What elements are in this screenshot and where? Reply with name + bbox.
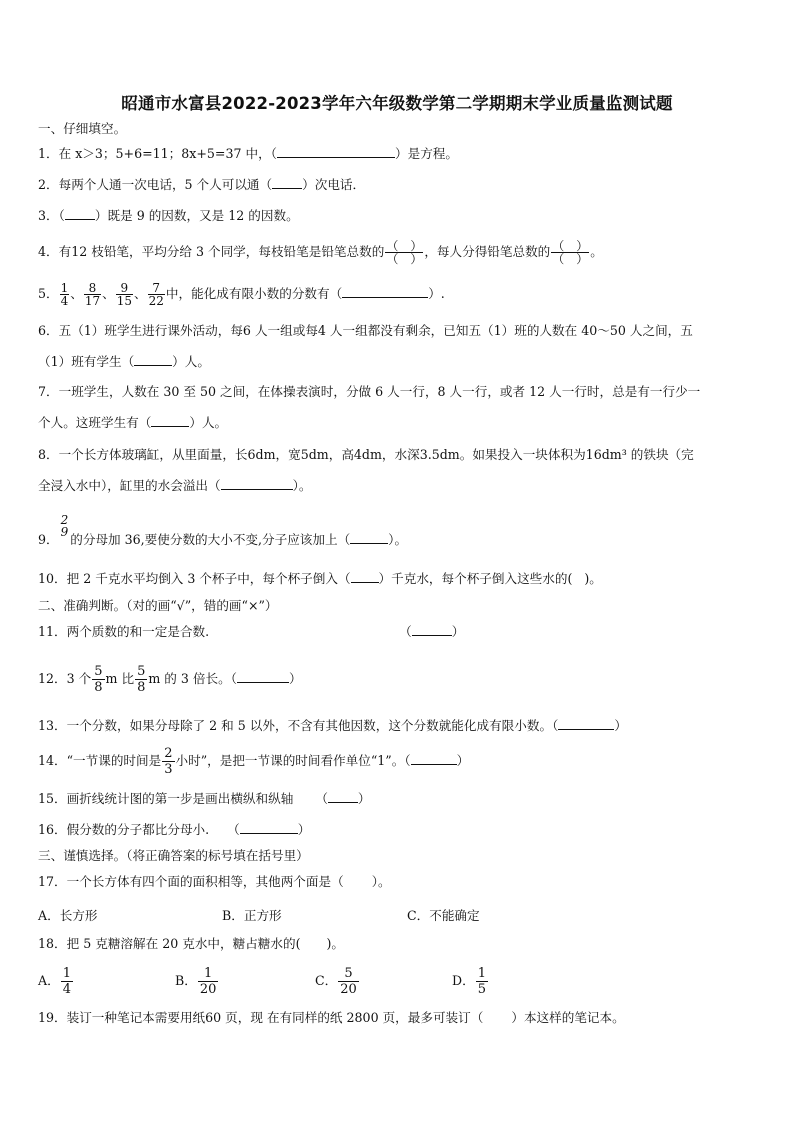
question-19: 19．装订一种笔记本需要用纸60 页，现 在有同样的纸 2800 页，最多可装订（ ）本这样的笔记本。 <box>38 1010 625 1025</box>
choice-c[interactable]: C．不能确定 <box>407 908 480 923</box>
question-11: 11．两个质数的和一定是合数. （ ） <box>38 624 465 639</box>
question-10: 10．把 2 千克水平均倒入 3 个杯子中，每个杯子倒入（ ）千克水，每个杯子倒入这些水的( )。 <box>38 571 602 586</box>
section-1-heading: 一、仔细填空。 <box>38 121 127 136</box>
choice-a[interactable]: A． $\frac{1}{4}$ <box>38 966 71 997</box>
question-1: 1．在 x＞3；5+6=11；8x+5=37 中，（ ）是方程。 <box>38 146 458 161</box>
answer-blank[interactable] <box>65 208 95 220</box>
answer-blank[interactable] <box>344 875 372 886</box>
question-16: 16．假分数的分子都比分母小. （ ） <box>38 822 311 837</box>
choice-d[interactable]: D． $\frac{1}{5}$ <box>452 966 486 997</box>
fraction: $\frac{7}{22}$ <box>148 281 164 308</box>
fraction: $\frac{9}{15}$ <box>116 281 132 308</box>
question-17: 17．一个长方体有四个面的面积相等，其他两个面是（ ）。 <box>38 874 391 889</box>
question-7-line-2: 个人。这班学生有（ ）人。 <box>38 415 228 430</box>
answer-blank[interactable] <box>411 753 457 765</box>
fraction: $\frac{8}{17}$ <box>84 281 101 308</box>
fraction: $\frac{1}{20}$ <box>199 966 217 997</box>
answer-blank[interactable] <box>272 177 302 189</box>
choice-c[interactable]: C． $\frac{5}{20}$ <box>315 966 357 997</box>
section-3-heading: 三、谨慎选择。（将正确答案的标号填在括号里） <box>38 848 309 863</box>
fraction-blank[interactable]: $\frac{( )}{( )}$ <box>386 239 423 266</box>
fraction: $\frac{1}{4}$ <box>60 281 69 308</box>
question-7-line-1: 7．一班学生，人数在 30 至 50 之间，在体操表演时，分做 6 人一行，8 人一行，或者 12 人一行时，总是有一行少一 <box>38 384 701 399</box>
page-title: 昭通市水富县2022-2023学年六年级数学第二学期期末学业质量监测试题 <box>121 94 673 113</box>
question-6-line-2: （1）班有学生（ ）人。 <box>38 354 210 369</box>
question-3: 3．（ ）既是 9 的因数，又是 12 的因数。 <box>38 208 299 223</box>
answer-blank[interactable] <box>237 671 289 683</box>
choice-a[interactable]: A．长方形 <box>38 908 98 923</box>
answer-blank[interactable] <box>277 146 395 158</box>
question-12: 12．3 个 $\frac{5}{8}$ m 比 $\frac{5}{8}$ m 的 3 倍长。（ ） <box>38 664 302 695</box>
fraction: $\frac{5}{8}$ <box>94 664 103 695</box>
answer-blank[interactable] <box>240 822 298 834</box>
fraction: $\frac{2}{3}$ <box>164 746 173 777</box>
answer-blank[interactable] <box>151 415 189 427</box>
question-5: 5． $\frac{1}{4}$ 、 $\frac{8}{17}$ 、 $\frac{9}{15}$ 、 $\frac{7}{22}$ 中，能化成有限小数的分数有（ ）. <box>38 281 445 308</box>
answer-blank[interactable] <box>134 354 172 366</box>
question-15: 15．画折线统计图的第一步是画出横纵和纵轴 （ ） <box>38 791 371 806</box>
answer-blank[interactable] <box>483 1011 511 1022</box>
question-13: 13．一个分数，如果分母除了 2 和 5 以外，不含有其他因数，这个分数就能化成有限小数。（ ） <box>38 718 627 733</box>
answer-blank[interactable] <box>342 286 428 298</box>
question-14: 14．“一节课的时间是 $\frac{2}{3}$ 小时”，是把一节课的时间看作单位“1”。（ ） <box>38 746 470 777</box>
question-2: 2．每两个人通一次电话，5 个人可以通（ ）次电话． <box>38 177 366 192</box>
question-8-line-2: 全浸入水中），缸里的水会溢出（ ）。 <box>38 478 312 493</box>
choice-b[interactable]: B． $\frac{1}{20}$ <box>175 966 217 997</box>
answer-blank[interactable] <box>350 532 388 544</box>
fraction: 2 9 <box>60 513 69 539</box>
answer-blank[interactable] <box>221 478 293 490</box>
question-9: 9． 2 9 的分母加 36,要使分数的大小不变,分子应该加上（ ）。 <box>38 513 408 547</box>
answer-blank[interactable] <box>301 937 327 948</box>
fraction-blank[interactable]: $\frac{( )}{( )}$ <box>552 239 589 266</box>
question-8-line-1: 8．一个长方体玻璃缸，从里面量，长6dm，宽5dm，高4dm，水深3.5dm。如果投入一块体积为16dm³ 的铁块（完 <box>38 447 694 462</box>
answer-blank[interactable] <box>572 572 584 583</box>
answer-blank[interactable] <box>558 718 614 730</box>
fraction: $\frac{5}{8}$ <box>137 664 146 695</box>
answer-blank[interactable] <box>351 571 379 583</box>
answer-blank[interactable] <box>412 624 452 636</box>
question-18: 18．把 5 克糖溶解在 20 克水中，糖占糖水的( )。 <box>38 936 345 951</box>
fraction: $\frac{1}{5}$ <box>477 966 486 997</box>
question-4: 4．有12 枝铅笔，平均分给 3 个同学，每枝铅笔是铅笔总数的 $\frac{( )}{( )}$ ，每人分得铅笔总数的 $\frac{( )}{( )}$ 。 <box>38 239 603 266</box>
fraction: $\frac{1}{4}$ <box>62 966 71 997</box>
fraction: $\frac{5}{20}$ <box>340 966 357 997</box>
question-6-line-1: 6．五（1）班学生进行课外活动，每6 人一组或每4 人一组都没有剩余，已知五（1）班的人数在 40～50 人之间，五 <box>38 323 693 338</box>
answer-blank[interactable] <box>328 791 358 803</box>
section-2-heading: 二、准确判断。（对的画“√”，错的画“×”） <box>38 598 278 613</box>
choice-b[interactable]: B．正方形 <box>222 908 282 923</box>
